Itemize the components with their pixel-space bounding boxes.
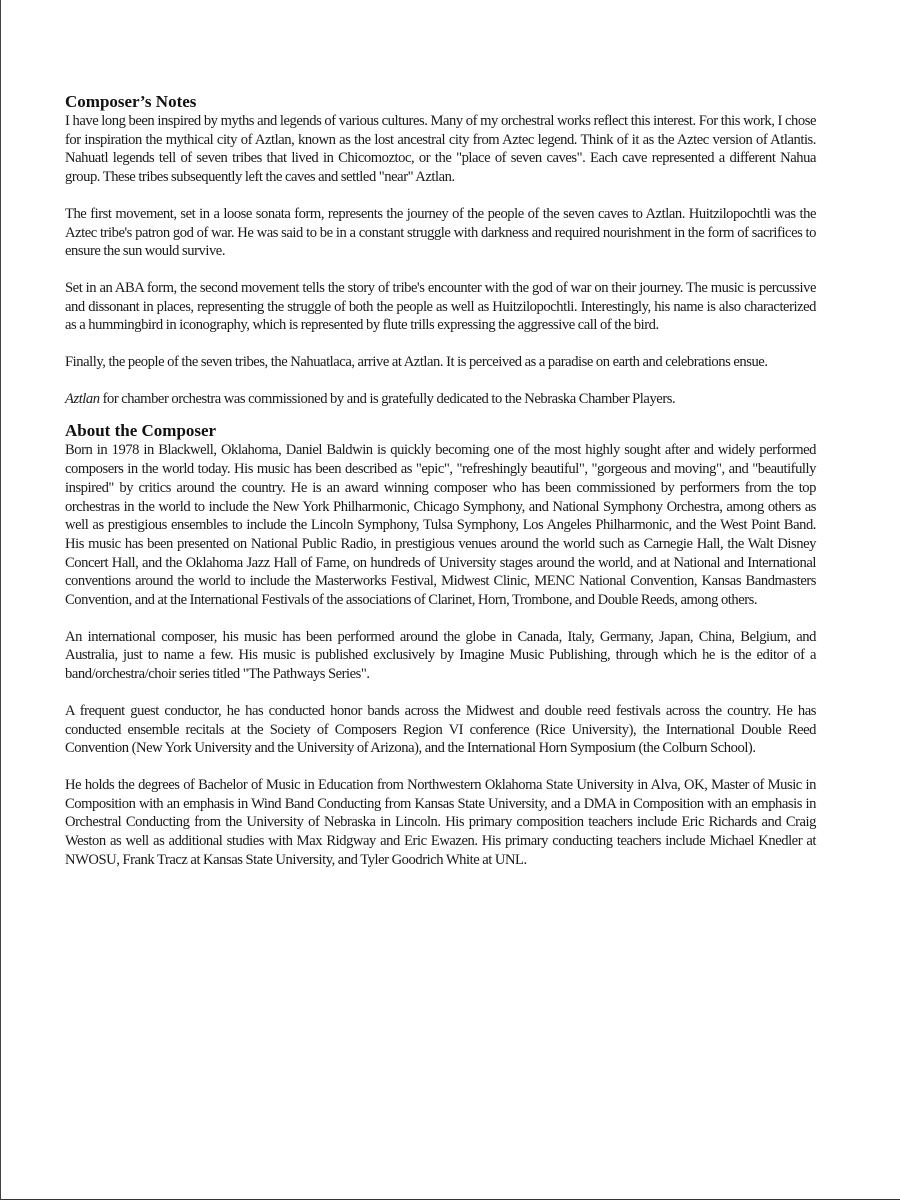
page-left-edge (0, 0, 1, 1200)
composers-notes-paragraph-1: I have long been inspired by myths and legends of various cultures. Many of my orchestral works reflect this interest. For this work, I chose for inspiration the mythical city of Aztlan, known as the lost ancestral city from Aztec legend. Think of it as the Aztec version of Atlantis. Nahuatl legends tell of seven tribes that lived in Chicomoztoc, or the "place of seven caves". Each cave represented a different Nahua group. These tribes subsequently left the caves and settled "near" Aztlan. (65, 113, 816, 186)
about-composer-section (65, 421, 816, 869)
composers-notes-paragraph-2: The first movement, set in a loose sonata form, represents the journey of the people of the seven caves to Aztlan. Huitzilopochtli was the Aztec tribe's patron god of war. He was said to be in a constant struggle with darkness and required nourishment in the form of sacrifices to ensure the sun would survive. (65, 205, 816, 260)
composers-notes-section (65, 92, 816, 408)
paragraph-gap (65, 187, 816, 205)
paragraph-gap (65, 335, 816, 353)
about-composer-paragraph-4: He holds the degrees of Bachelor of Music in Education from Northwestern Oklahoma State University in Alva, OK, Master of Music in Composition with an emphasis in Wind Band Conducting from Kansas State University, and a DMA in Composition with an emphasis in Orchestral Conducting from the University of Nebraska in Lincoln. His primary composition teachers include Eric Richards and Craig Weston as well as additional studies with Max Ridgway and Eric Ewazen. His primary conducting teachers include Michael Knedler at NWOSU, Frank Tracz at Kansas State University, and Tyler Goodrich White at UNL. (65, 776, 816, 868)
composers-notes-paragraph-3: Set in an ABA form, the second movement tells the story of tribe's encounter with the god of war on their journey. The music is percussive and dissonant in places, representing the struggle of both the people as well as Huitzilopochtli. Interestingly, his name is also characterized as a hummingbird in iconography, which is represented by flute trills expressing the aggressive call of the bird. (65, 279, 816, 334)
composers-notes-heading: Composer’s Notes (65, 92, 197, 111)
paragraph-gap (65, 684, 816, 702)
about-composer-paragraph-1: Born in 1978 in Blackwell, Oklahoma, Daniel Baldwin is quickly becoming one of the most highly sought after and widely performed composers in the world today. His music has been described as "epic", "refreshingly beautiful", "gorgeous and moving", and "beautifully inspired" by critics around the country. He is an award winning composer who has been commissioned by performers from the top orchestras in the world to include the New York Philharmonic, Chicago Symphony, and National Symphony Orchestra, among others as well as prestigious ensembles to include the Lincoln Symphony, Tulsa Symphony, Los Angeles Philharmonic, and the West Point Band. His music has been presented on National Public Radio, in prestigious venues around the world such as Carnegie Hall, the Walt Disney Concert Hall, and the Oklahoma Jazz Hall of Fame, on hundreds of University stages around the world, and at National and International conventions around the world to include the Masterworks Festival, Midwest Clinic, MENC National Convention, Kansas Bandmasters Convention, and at the International Festivals of the associations of Clarinet, Horn, Trombone, and Double Reeds, among others. (65, 442, 816, 609)
work-title: Aztlan (65, 390, 100, 407)
paragraph-gap (65, 372, 816, 390)
paragraph-gap (65, 261, 816, 279)
document-page (65, 92, 816, 870)
composers-notes-paragraph-5 (65, 390, 816, 409)
composers-notes-paragraph-4: Finally, the people of the seven tribes, the Nahuatlaca, arrive at Aztlan. It is perceived as a paradise on earth and celebrations ensue. (65, 354, 768, 371)
paragraph-gap (65, 610, 816, 628)
about-composer-paragraph-2: An international composer, his music has been performed around the globe in Canada, Italy, Germany, Japan, China, Belgium, and Australia, just to name a few. His music is published exclusively by Imagine Music Publishing, through which he is the editor of a band/orchestra/choir series titled "The Pathways Series". (65, 628, 816, 683)
about-composer-heading: About the Composer (65, 421, 217, 441)
about-composer-paragraph-3: A frequent guest conductor, he has conducted honor bands across the Midwest and double reed festivals across the country. He has conducted ensemble recitals at the Society of Composers Region VI conference (Rice University), the International Double Reed Convention (New York University and the University of Arizona), and the International Horn Symposium (the Colburn School). (65, 702, 816, 757)
dedication-text: for chamber orchestra was commissioned by and is gratefully dedicated to the Nebraska Chamber Players. (99, 390, 676, 407)
section-gap (65, 408, 816, 421)
paragraph-gap (65, 758, 816, 776)
